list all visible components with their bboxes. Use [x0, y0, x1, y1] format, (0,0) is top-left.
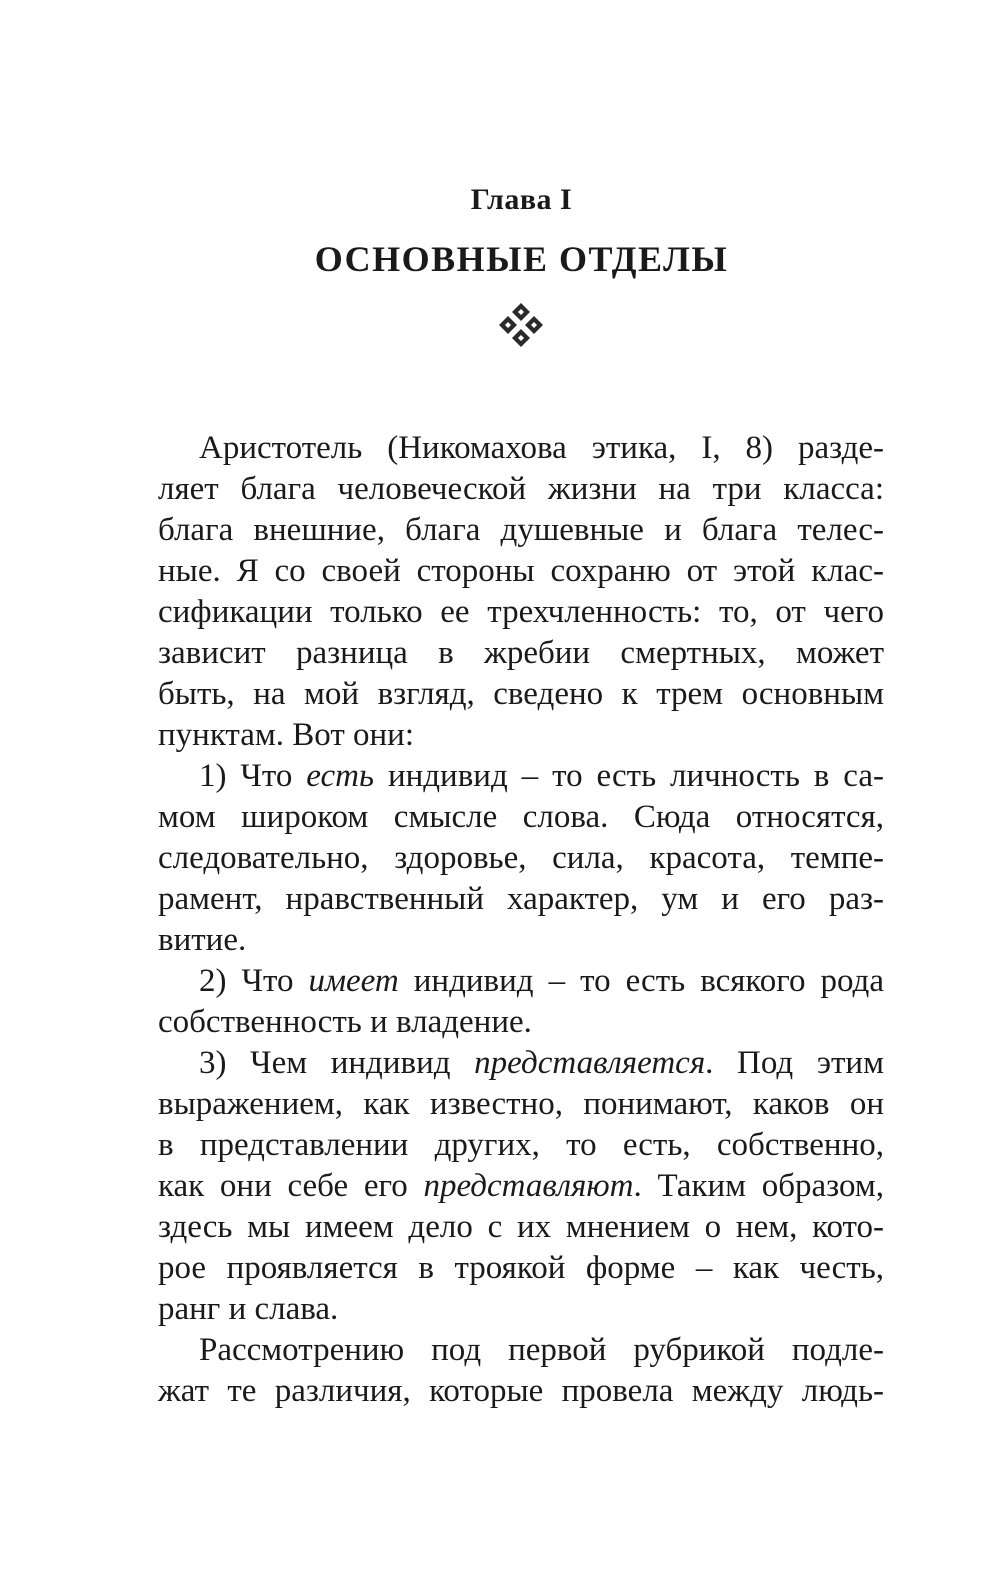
text-line	[158, 674, 884, 715]
text-segment: индивид – то есть всякого рода	[398, 963, 884, 999]
text-line	[158, 1166, 884, 1207]
text-segment: следовательно, здоровье, сила, красота, темпе-	[158, 840, 884, 876]
text-segment: как они себе его	[158, 1168, 424, 1204]
text-segment: . Таким образом,	[633, 1168, 885, 1204]
text-line	[158, 633, 884, 674]
text-line	[158, 1330, 884, 1371]
text-line	[158, 1207, 884, 1248]
text-segment: 1) Что	[199, 758, 307, 794]
text-line	[158, 920, 884, 961]
text-segment: мом широком смысле слова. Сюда относятся,	[158, 799, 884, 835]
text-line	[158, 838, 884, 879]
text-line	[158, 469, 884, 510]
text-segment: . Под этим	[705, 1045, 884, 1081]
text-line	[158, 1289, 884, 1330]
text-segment: ранг и слава.	[158, 1291, 339, 1327]
text-line	[158, 551, 884, 592]
text-line	[158, 592, 884, 633]
text-line	[158, 510, 884, 551]
text-line	[158, 715, 884, 756]
text-line	[158, 879, 884, 920]
text-segment: Рассмотрению под первой рубрикой подле-	[199, 1332, 884, 1368]
text-line	[158, 1371, 884, 1412]
chapter-label: Глава I	[470, 183, 573, 216]
text-segment: сификации только ее трехчленность: то, от чего	[158, 594, 884, 630]
text-line	[158, 756, 884, 797]
text-segment: витие.	[158, 922, 247, 958]
text-segment: здесь мы имеем дело с их мнением о нем, кото-	[158, 1209, 884, 1245]
body-text	[158, 428, 884, 1412]
chapter-title: ОСНОВНЫЕ ОТДЕЛЫ	[314, 239, 729, 279]
text-line	[158, 1084, 884, 1125]
text-segment: собственность и владение.	[158, 1004, 532, 1040]
text-line	[158, 961, 884, 1002]
text-line	[158, 428, 884, 469]
fleuron-ornament-icon	[497, 301, 545, 349]
text-segment: выражением, как известно, понимают, каков он	[158, 1086, 884, 1122]
text-segment: пунктам. Вот они:	[158, 717, 415, 753]
text-segment: 2) Что	[199, 963, 309, 999]
text-segment: рамент, нравственный характер, ум и его раз-	[158, 881, 884, 917]
text-segment: блага внешние, блага душевные и блага телес-	[158, 512, 884, 548]
text-segment: индивид – то есть личность в са-	[374, 758, 884, 794]
text-segment: зависит разница в жребии смертных, может	[158, 635, 884, 671]
emphasis-text: представляется	[474, 1045, 706, 1081]
text-line	[158, 797, 884, 838]
text-line	[158, 1125, 884, 1166]
text-segment: ные. Я со своей стороны сохраню от этой клас-	[158, 553, 884, 589]
text-segment: жат те различия, которые провела между людь-	[158, 1373, 884, 1409]
text-segment: быть, на мой взгляд, сведено к трем основным	[158, 676, 884, 712]
text-segment: рое проявляется в троякой форме – как честь,	[158, 1250, 884, 1286]
emphasis-text: представляют	[423, 1168, 634, 1204]
text-line	[158, 1248, 884, 1289]
text-segment: 3) Чем индивид	[199, 1045, 475, 1081]
text-line	[158, 1002, 884, 1043]
text-segment: ляет блага человеческой жизни на три класса:	[158, 471, 884, 507]
emphasis-text: имеет	[308, 963, 399, 999]
text-segment: в представлении других, то есть, собственно,	[158, 1127, 884, 1163]
text-line	[158, 1043, 884, 1084]
emphasis-text: есть	[306, 758, 375, 794]
text-segment: Аристотель (Никомахова этика, I, 8) разде-	[199, 430, 884, 466]
